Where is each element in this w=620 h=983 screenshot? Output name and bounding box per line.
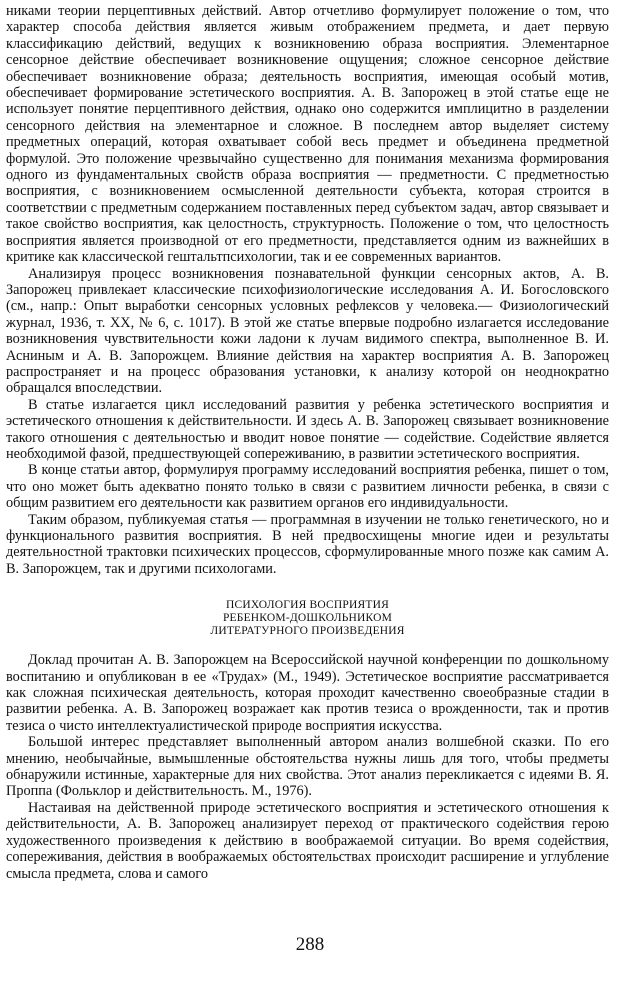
heading-line: ПСИХОЛОГИЯ ВОСПРИЯТИЯ bbox=[226, 599, 389, 612]
paragraph-1: никами теории перцептивных действий. Автор отчетливо формулирует положение о том, что характер способа действия является живым отображением предмета, и дает первую классификацию действий, ведущих к возникновению образа восприятия. Элементарное сенсорное действие обеспечивает возникновение ощущения; сложное сенсорное действие обеспечивает возникновение образа; деятельность восприятия, имеющая особый мотив, обеспечивает формирование эстетического восприятия. А. В. Запорожец в этой статье еще не использует понятие перцептивного действия, однако оно содержится имплицитно в разделении сенсорного действия на элементарное и сложное. В последнем автор выделяет систему предметных операций, которая охватывает собой весь предмет и объединена предметной формулой. Это положение чрезвычайно существенно для понимания механизма формирования одного из фундаментальных свойств образа восприятия — предметности. С предметностью восприятия, с возникновением осмысленной деятельности субъекта, которая строится в соответствии с предметным содержанием поставленных перед субъектом задач, автор связывает и такое свойство восприятия, как целостность, структурность. Положение о том, что целостность восприятия является производной от его предметности, представляется одним из важнейших в критике как классической гештальтпсихологии, так и ее современных вариантов. bbox=[6, 3, 609, 266]
page-number: 288 bbox=[295, 934, 325, 955]
section-heading bbox=[6, 599, 609, 638]
paragraph-5: Таким образом, публикуемая статья — программная в изучении не только генетического, но и функционального развития восприятия. В ней предвосхищены многие идеи и результаты деятельностной трактовки психических процессов, сформулированные много позже как самим А. В. Запорожцем, так и другими психологами. bbox=[6, 511, 609, 577]
paragraph-8: Настаивая на действенной природе эстетического восприятия и эстетического отношения к действительности, А. В. Запорожец анализирует переход от практического содействия герою художественного произведения к действию в воображаемой ситуации. Во время содействия, сопереживания, действия в воображаемых обстоятельствах происходит расширение и углубление смысла предмета, слова и самого bbox=[6, 799, 609, 882]
section-gap bbox=[6, 577, 609, 599]
paragraph-7: Большой интерес представляет выполненный автором анализ волшебной сказки. По его мнению, необычайные, вымышленные обстоятельства нужны лишь для того, чтобы предметы обнаружили истинные, характерные для них свойства. Этот анализ перекликается с идеями В. Я. Проппа (Фольклор и действительность. М., 1976). bbox=[6, 734, 609, 800]
heading-line: ЛИТЕРАТУРНОГО ПРОИЗВЕДЕНИЯ bbox=[210, 625, 405, 638]
paragraph-4: В конце статьи автор, формулируя программу исследований восприятия ребенка, пишет о том, что оно может быть адекватно понято только в связи с развитием личности ребенка, в связи с общим развитием его деятельности как развитием органов его индивидуальности. bbox=[6, 462, 609, 512]
paragraph-6: Доклад прочитан А. В. Запорожцем на Всероссийской научной конференции по дошкольному воспитанию и опубликован в ее «Трудах» (М., 1949). Эстетическое восприятие рассматривается как сложная психическая деятельность, которая проходит качественно своеобразные стадии в развитии ребенка. А. В. Запорожец возражает как против тезиса о врожденности, так и против тезиса о чисто интеллектуалистической природе восприятия искусства. bbox=[6, 652, 609, 734]
paragraph-3: В статье излагается цикл исследований развития у ребенка эстетического восприятия и эстетического отношения к действительности. И здесь А. В. Запорожец связывает возникновение такого отношения с деятельностью и вводит новое понятие — содействие. Содействие является необходимой фазой, предшествующей сопереживанию, в развитии эстетического восприятия. bbox=[6, 396, 609, 462]
heading-line: РЕБЕНКОМ-ДОШКОЛЬНИКОМ bbox=[222, 612, 393, 625]
paragraph-2: Анализируя процесс возникновения познавательной функции сенсорных актов, А. В. Запорожец привлекает классические психофизиологические исследования А. И. Богословского (см., напр.: Опыт выработки сенсорных условных рефлексов у человека.— Физиологический журнал, 1936, т. XX, № 6, с. 1017). В этой же статье впервые подробно излагается исследование возникновения чувствительности кожи ладони к лучам видимого спектра, выполненное В. И. Асниным и А. В. Запорожцем. Влияние действия на характер восприятия А. В. Запорожец распространяет и на процесс образования установки, к анализу которой он неоднократно обращался впоследствии. bbox=[6, 265, 609, 397]
